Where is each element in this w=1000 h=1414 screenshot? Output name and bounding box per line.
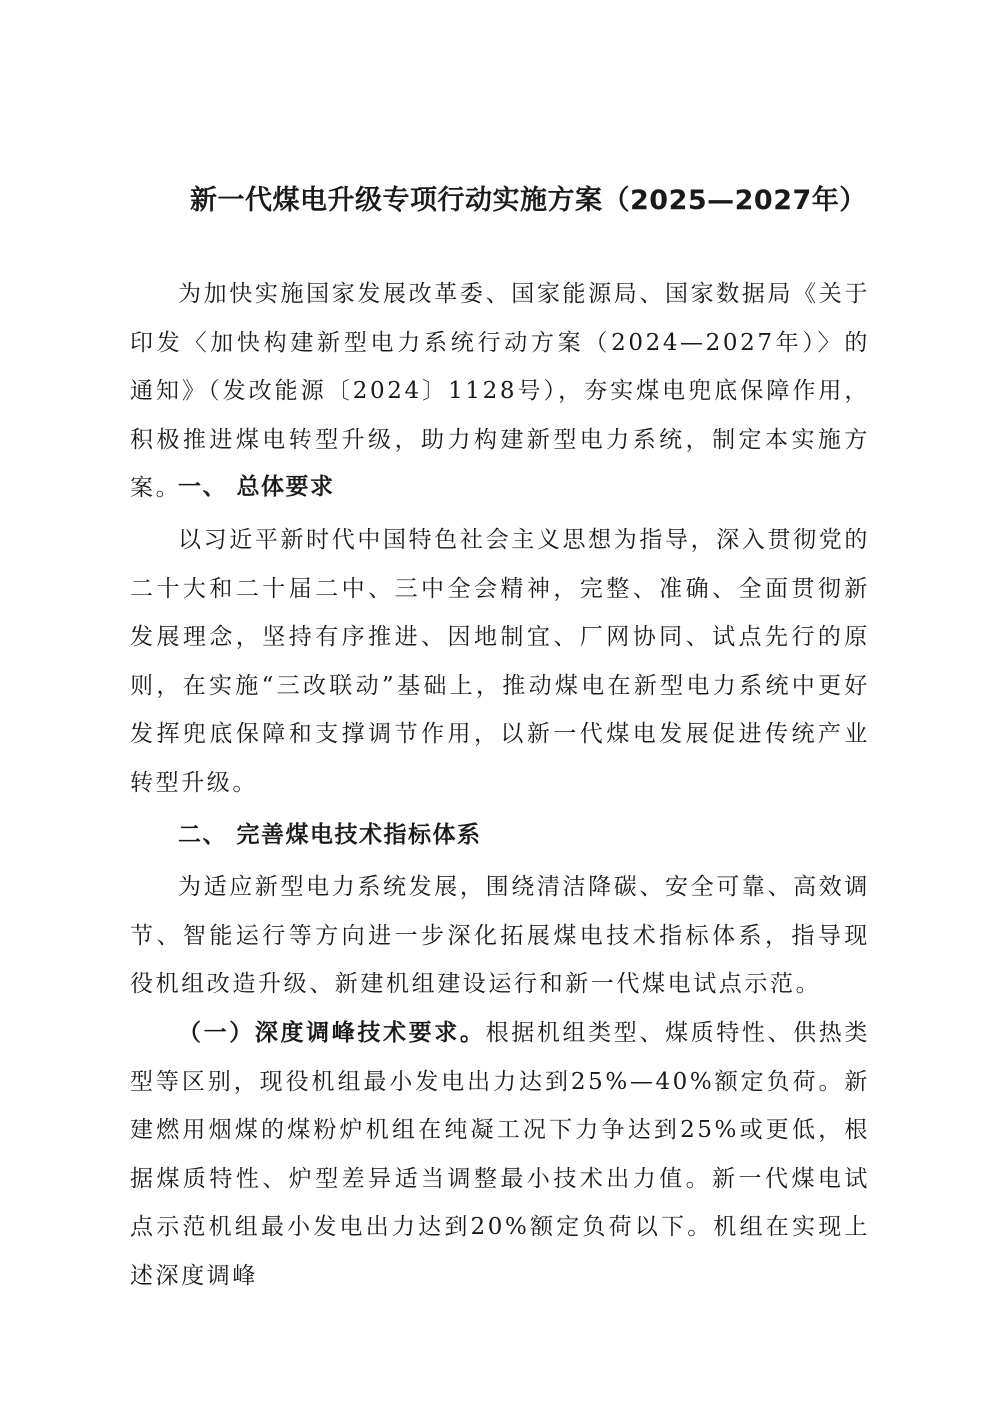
item1-paragraph [130, 1009, 870, 1301]
section1-paragraph: 以习近平新时代中国特色社会主义思想为指导，深入贯彻党的二十大和二十届二中、三中全会精神，完整、准确、全面贯彻新发展理念，坚持有序推进、因地制宜、厂网协同、试点先行的原则，在实施“三改联动”基础上，推动煤电在新型电力系统中更好发挥兜底保障和支撑调节作用，以新一代煤电发展促进传统产业转型升级。 [130, 527, 870, 796]
section-heading-technical-indicators: 二、 完善煤电技术指标体系 [178, 822, 482, 848]
intro-paragraph: 为加快实施国家发展改革委、国家能源局、国家数据局《关于印发〈加快构建新型电力系统行动方案（2024—2027年）〉的通知》（发改能源〔2024〕1128号），夯实煤电兜底保障作用，积极推进煤电转型升级，助力构建新型电力系统，制定本实施方案。 [130, 281, 870, 502]
document-title: 新一代煤电升级专项行动实施方案（2025—2027年） [190, 185, 867, 216]
section2-paragraph: 为适应新型电力系统发展，围绕清洁降碳、安全可靠、高效调节、智能运行等方向进一步深化拓展煤电技术指标体系，指导现役机组改造升级、新建机组建设运行和新一代煤电试点示范。 [130, 874, 870, 998]
item1-body: 根据机组类型、煤质特性、供热类型等区别，现役机组最小发电出力达到25%—40%额定负荷。新建燃用烟煤的煤粉炉机组在纯凝工况下力争达到25%或更低，根据煤质特性、炉型差异适当调整最小技术出力值。新一代煤电试点示范机组最小发电出力达到20%额定负荷以下。机组在实现上述深度调峰 [130, 1020, 871, 1289]
item1-lead: （一）深度调峰技术要求。 [178, 1020, 486, 1046]
section-heading-general-requirements: 一、 总体要求 [178, 474, 335, 500]
